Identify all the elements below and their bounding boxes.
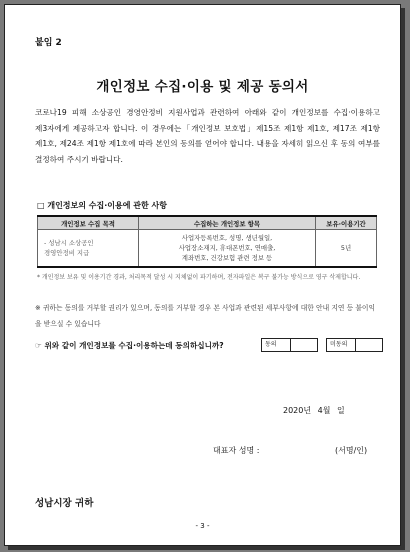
retention-note: * 개인정보 보유 및 이용기간 경과, 처리목적 달성 시 지체없이 파기하며, 전자파일은 복구 불가능 방식으로 영구 삭제합니다. (37, 274, 361, 281)
disagree-checkbox[interactable] (356, 339, 382, 351)
document-title: 개인정보 수집·이용 및 제공 동의서 (96, 79, 309, 95)
agree-label: 동의 (262, 339, 291, 351)
attachment-label: 붙임 2 (35, 38, 62, 48)
purpose-line: 경영안정비 지급 (44, 249, 90, 257)
signature-seal-mark: (서명/인) (335, 446, 368, 455)
cell-purpose (38, 230, 139, 268)
disagree-label: 미동의 (327, 339, 356, 351)
document-date (283, 405, 345, 416)
header-items: 수집하는 개인정보 항목 (139, 216, 316, 230)
cell-items (139, 230, 316, 268)
table-header-row (38, 216, 377, 230)
consent-question: ☞ 위와 같이 개인정보를 수집·이용하는데 동의하십니까? (35, 341, 224, 350)
consent-table (37, 215, 377, 268)
date-day: 일 (337, 406, 345, 415)
document-page (4, 4, 401, 546)
representative-name-label: 대표자 성명 : (213, 446, 260, 455)
consent-options (261, 338, 383, 352)
section-heading: □ 개인정보의 수집·이용에 관한 사항 (37, 201, 167, 210)
items-line: 계좌번호, 건강보험 관련 정보 등 (181, 254, 273, 262)
header-purpose: 개인정보 수집 목적 (38, 216, 139, 230)
table-row (38, 230, 377, 268)
purpose-line: - 성남시 소상공인 (44, 239, 94, 247)
intro-paragraph: 코로나19 피해 소상공인 경영안정비 지원사업과 관련하여 아래와 같이 개인정보를 수집·이용하고 제3자에게 제공하고자 합니다. 이 경우에는「개인정보 보호법」제15조 제1항 제1호, 제17조 제1항 제1호, 제24조 제1항 제1호에 따라 본인의 동의를 얻어야 합니다. 내용을 자세히 읽으신 후 동의 여부를 결정하여 주시기 바랍니다. (35, 108, 380, 164)
header-period: 보유·이용기간 (316, 216, 377, 230)
items-line: 사업자등록번호, 성명, 생년월일, (181, 234, 273, 242)
date-month: 4월 (317, 406, 331, 415)
items-line: 사업장소재지, 휴대폰번호, 연매출, (178, 244, 276, 252)
cell-period: 5년 (316, 230, 377, 268)
date-year: 2020년 (283, 406, 312, 415)
page-number: - 3 - (195, 522, 210, 530)
agree-option[interactable] (261, 338, 318, 352)
agree-checkbox[interactable] (291, 339, 317, 351)
refusal-right-note: ※ 귀하는 동의를 거부할 권리가 있으며, 동의를 거부할 경우 본 사업과 관련된 세부사항에 대한 안내 지연 등 불이익을 받으실 수 있습니다 (35, 304, 376, 328)
addressee: 성남시장 귀하 (35, 498, 94, 509)
disagree-option[interactable] (326, 338, 383, 352)
